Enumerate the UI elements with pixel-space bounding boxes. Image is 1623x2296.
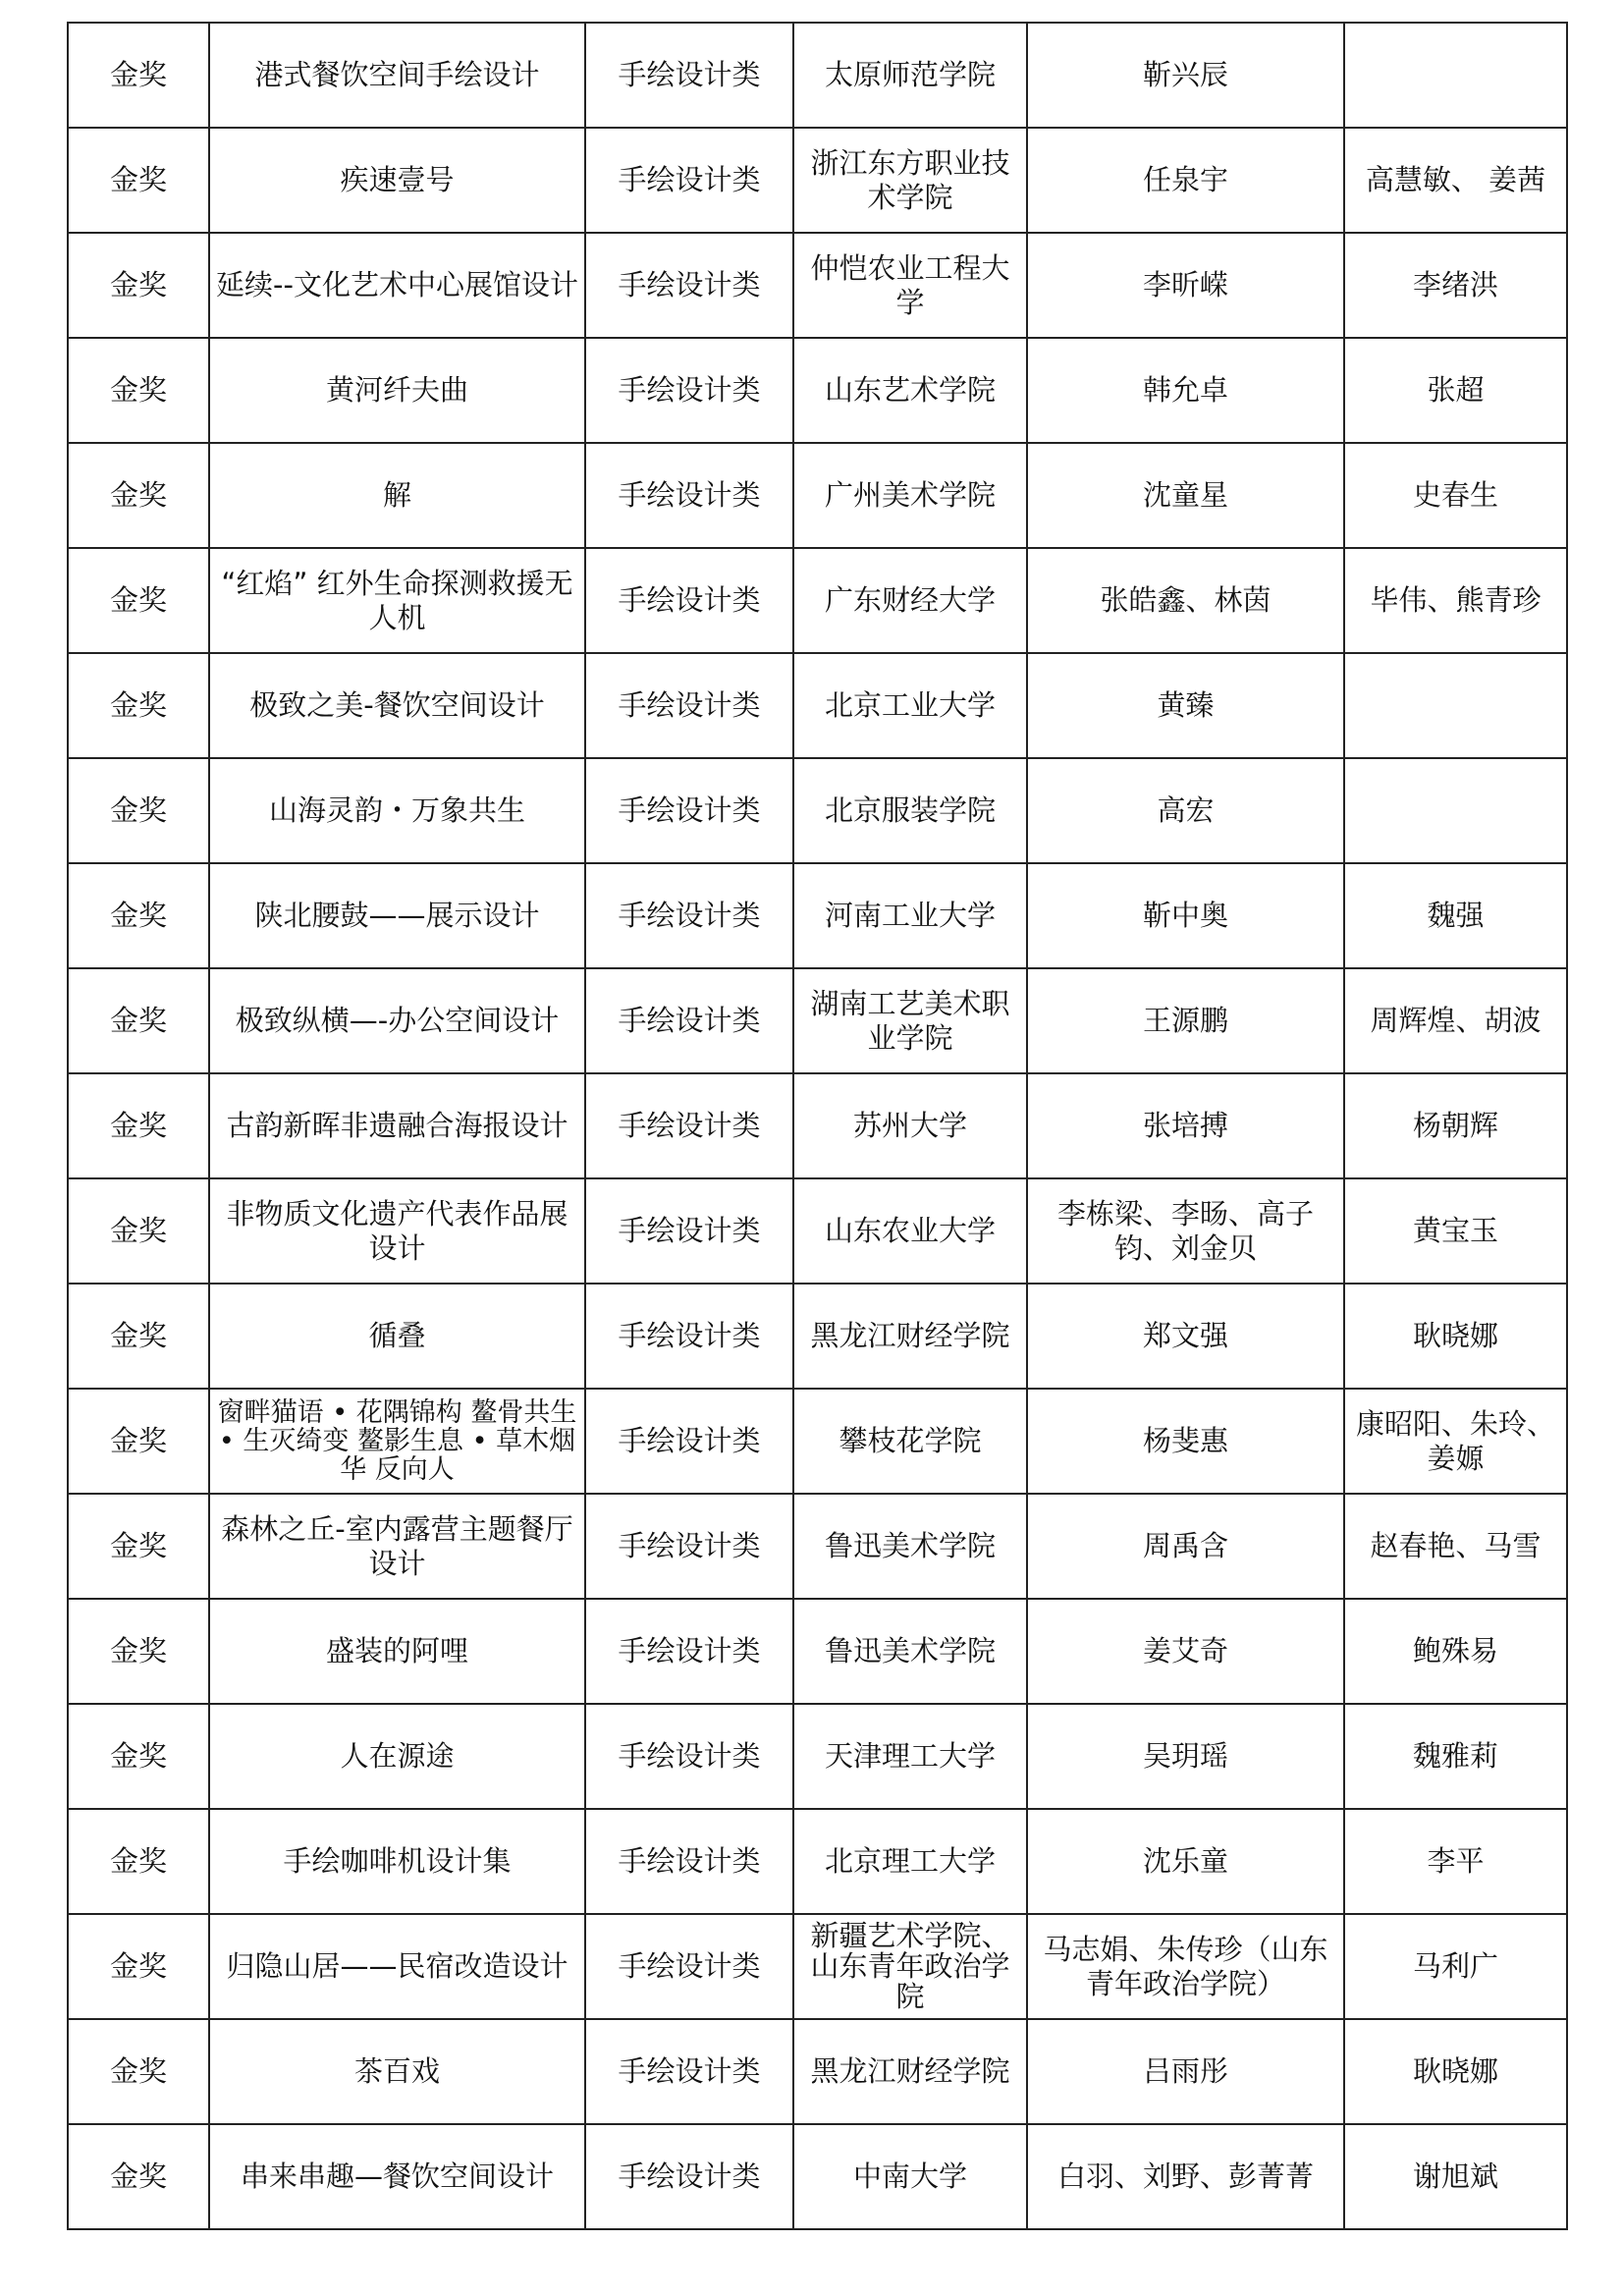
work-title-cell: 盛装的阿哩 [209,1599,585,1704]
school-cell: 山东艺术学院 [793,338,1027,443]
work-title-cell: “红焰” 红外生命探测救援无人机 [209,548,585,653]
authors-cell: 郑文强 [1027,1284,1344,1389]
advisors-cell: 魏雅莉 [1344,1704,1567,1809]
category-cell: 手绘设计类 [585,1178,793,1284]
work-title-cell: 山海灵韵・万象共生 [209,758,585,863]
advisors-cell: 黄宝玉 [1344,1178,1567,1284]
category-cell: 手绘设计类 [585,548,793,653]
authors-cell: 马志娟、朱传珍（山东青年政治学院） [1027,1914,1344,2019]
award-cell: 金奖 [68,1284,209,1389]
school-cell: 黑龙江财经学院 [793,1284,1027,1389]
authors-cell: 靳中奥 [1027,863,1344,968]
advisors-cell [1344,23,1567,128]
category-cell: 手绘设计类 [585,23,793,128]
table-row [68,1073,1567,1178]
work-title-cell: 归隐山居——民宿改造设计 [209,1914,585,2019]
award-cell: 金奖 [68,1389,209,1494]
work-title-cell: 非物质文化遗产代表作品展设计 [209,1178,585,1284]
category-cell: 手绘设计类 [585,1494,793,1599]
authors-cell: 李昕嵘 [1027,233,1344,338]
work-title-cell: 茶百戏 [209,2019,585,2124]
table-row [68,1494,1567,1599]
category-cell: 手绘设计类 [585,1599,793,1704]
table-row [68,653,1567,758]
authors-cell: 沈童星 [1027,443,1344,548]
category-cell: 手绘设计类 [585,2019,793,2124]
work-title-cell: 陕北腰鼓——展示设计 [209,863,585,968]
school-cell: 北京服装学院 [793,758,1027,863]
award-cell: 金奖 [68,1178,209,1284]
school-cell: 浙江东方职业技术学院 [793,128,1027,233]
table-row [68,968,1567,1073]
award-cell: 金奖 [68,2124,209,2229]
award-cell: 金奖 [68,1704,209,1809]
advisors-cell: 耿晓娜 [1344,2019,1567,2124]
award-cell: 金奖 [68,863,209,968]
school-cell: 新疆艺术学院、山东青年政治学院 [793,1914,1027,2019]
authors-cell: 高宏 [1027,758,1344,863]
authors-cell: 靳兴辰 [1027,23,1344,128]
advisors-cell: 史春生 [1344,443,1567,548]
advisors-cell: 高慧敏、 姜茜 [1344,128,1567,233]
table-row [68,1704,1567,1809]
work-title-cell: 延续--文化艺术中心展馆设计 [209,233,585,338]
school-cell: 北京理工大学 [793,1809,1027,1914]
award-cell: 金奖 [68,1073,209,1178]
advisors-cell: 谢旭斌 [1344,2124,1567,2229]
table-row [68,2019,1567,2124]
authors-cell: 张培搏 [1027,1073,1344,1178]
school-cell: 黑龙江财经学院 [793,2019,1027,2124]
work-title-cell: 极致纵横—-办公空间设计 [209,968,585,1073]
school-cell: 鲁迅美术学院 [793,1494,1027,1599]
school-cell: 河南工业大学 [793,863,1027,968]
advisors-cell [1344,653,1567,758]
school-cell: 北京工业大学 [793,653,1027,758]
school-cell: 仲恺农业工程大学 [793,233,1027,338]
authors-cell: 沈乐童 [1027,1809,1344,1914]
authors-cell: 李栋梁、李旸、高子钧、刘金贝 [1027,1178,1344,1284]
work-title-cell: 疾速壹号 [209,128,585,233]
advisors-cell: 鲍殊易 [1344,1599,1567,1704]
award-cell: 金奖 [68,653,209,758]
school-cell: 中南大学 [793,2124,1027,2229]
table-row [68,23,1567,128]
category-cell: 手绘设计类 [585,1389,793,1494]
category-cell: 手绘设计类 [585,653,793,758]
category-cell: 手绘设计类 [585,2124,793,2229]
authors-cell: 黄臻 [1027,653,1344,758]
award-cell: 金奖 [68,1914,209,2019]
award-cell: 金奖 [68,968,209,1073]
work-title-cell: 手绘咖啡机设计集 [209,1809,585,1914]
award-cell: 金奖 [68,1494,209,1599]
work-title-cell: 串来串趣—餐饮空间设计 [209,2124,585,2229]
category-cell: 手绘设计类 [585,338,793,443]
advisors-cell: 李绪洪 [1344,233,1567,338]
award-cell: 金奖 [68,443,209,548]
award-cell: 金奖 [68,23,209,128]
table-row [68,233,1567,338]
advisors-cell: 周辉煌、胡波 [1344,968,1567,1073]
category-cell: 手绘设计类 [585,1073,793,1178]
category-cell: 手绘设计类 [585,758,793,863]
school-cell: 广东财经大学 [793,548,1027,653]
table-row [68,128,1567,233]
work-title-cell: 森林之丘-室内露营主题餐厅设计 [209,1494,585,1599]
table-row [68,758,1567,863]
table-row [68,1914,1567,2019]
advisors-cell: 毕伟、熊青珍 [1344,548,1567,653]
advisors-cell: 李平 [1344,1809,1567,1914]
work-title-cell: 极致之美-餐饮空间设计 [209,653,585,758]
work-title-cell: 人在源途 [209,1704,585,1809]
table-row [68,1284,1567,1389]
category-cell: 手绘设计类 [585,1704,793,1809]
school-cell: 广州美术学院 [793,443,1027,548]
advisors-cell: 耿晓娜 [1344,1284,1567,1389]
award-cell: 金奖 [68,1599,209,1704]
award-cell: 金奖 [68,548,209,653]
table-row [68,1809,1567,1914]
authors-cell: 杨斐惠 [1027,1389,1344,1494]
table-row [68,548,1567,653]
authors-cell: 白羽、刘野、彭菁菁 [1027,2124,1344,2229]
table-row [68,338,1567,443]
work-title-cell: 循叠 [209,1284,585,1389]
table-row [68,443,1567,548]
school-cell: 苏州大学 [793,1073,1027,1178]
category-cell: 手绘设计类 [585,968,793,1073]
authors-cell: 任泉宇 [1027,128,1344,233]
category-cell: 手绘设计类 [585,1284,793,1389]
category-cell: 手绘设计类 [585,443,793,548]
table-row [68,863,1567,968]
category-cell: 手绘设计类 [585,1914,793,2019]
advisors-cell: 魏强 [1344,863,1567,968]
work-title-cell: 窗畔猫语 • 花隅锦构 鳌骨共生 • 生灭绮变 鳌影生息 • 草木烟华 反向人 [209,1389,585,1494]
award-cell: 金奖 [68,128,209,233]
table-row [68,1599,1567,1704]
school-cell: 山东农业大学 [793,1178,1027,1284]
authors-cell: 吕雨彤 [1027,2019,1344,2124]
advisors-cell: 赵春艳、马雪 [1344,1494,1567,1599]
table-row [68,1178,1567,1284]
school-cell: 太原师范学院 [793,23,1027,128]
award-cell: 金奖 [68,2019,209,2124]
table-row [68,2124,1567,2229]
school-cell: 鲁迅美术学院 [793,1599,1027,1704]
advisors-cell: 康昭阳、朱玲、姜嫄 [1344,1389,1567,1494]
award-cell: 金奖 [68,338,209,443]
advisors-cell: 马利广 [1344,1914,1567,2019]
category-cell: 手绘设计类 [585,863,793,968]
work-title-cell: 解 [209,443,585,548]
authors-cell: 姜艾奇 [1027,1599,1344,1704]
advisors-cell: 杨朝辉 [1344,1073,1567,1178]
category-cell: 手绘设计类 [585,128,793,233]
table-row [68,1389,1567,1494]
authors-cell: 王源鹏 [1027,968,1344,1073]
category-cell: 手绘设计类 [585,233,793,338]
work-title-cell: 黄河纤夫曲 [209,338,585,443]
school-cell: 湖南工艺美术职业学院 [793,968,1027,1073]
authors-cell: 韩允卓 [1027,338,1344,443]
advisors-cell: 张超 [1344,338,1567,443]
work-title-cell: 古韵新晖非遗融合海报设计 [209,1073,585,1178]
category-cell: 手绘设计类 [585,1809,793,1914]
school-cell: 天津理工大学 [793,1704,1027,1809]
awards-table [67,22,1568,2230]
award-cell: 金奖 [68,233,209,338]
school-cell: 攀枝花学院 [793,1389,1027,1494]
advisors-cell [1344,758,1567,863]
award-cell: 金奖 [68,1809,209,1914]
authors-cell: 周禹含 [1027,1494,1344,1599]
award-cell: 金奖 [68,758,209,863]
authors-cell: 吴玥瑶 [1027,1704,1344,1809]
work-title-cell: 港式餐饮空间手绘设计 [209,23,585,128]
authors-cell: 张皓鑫、林茵 [1027,548,1344,653]
